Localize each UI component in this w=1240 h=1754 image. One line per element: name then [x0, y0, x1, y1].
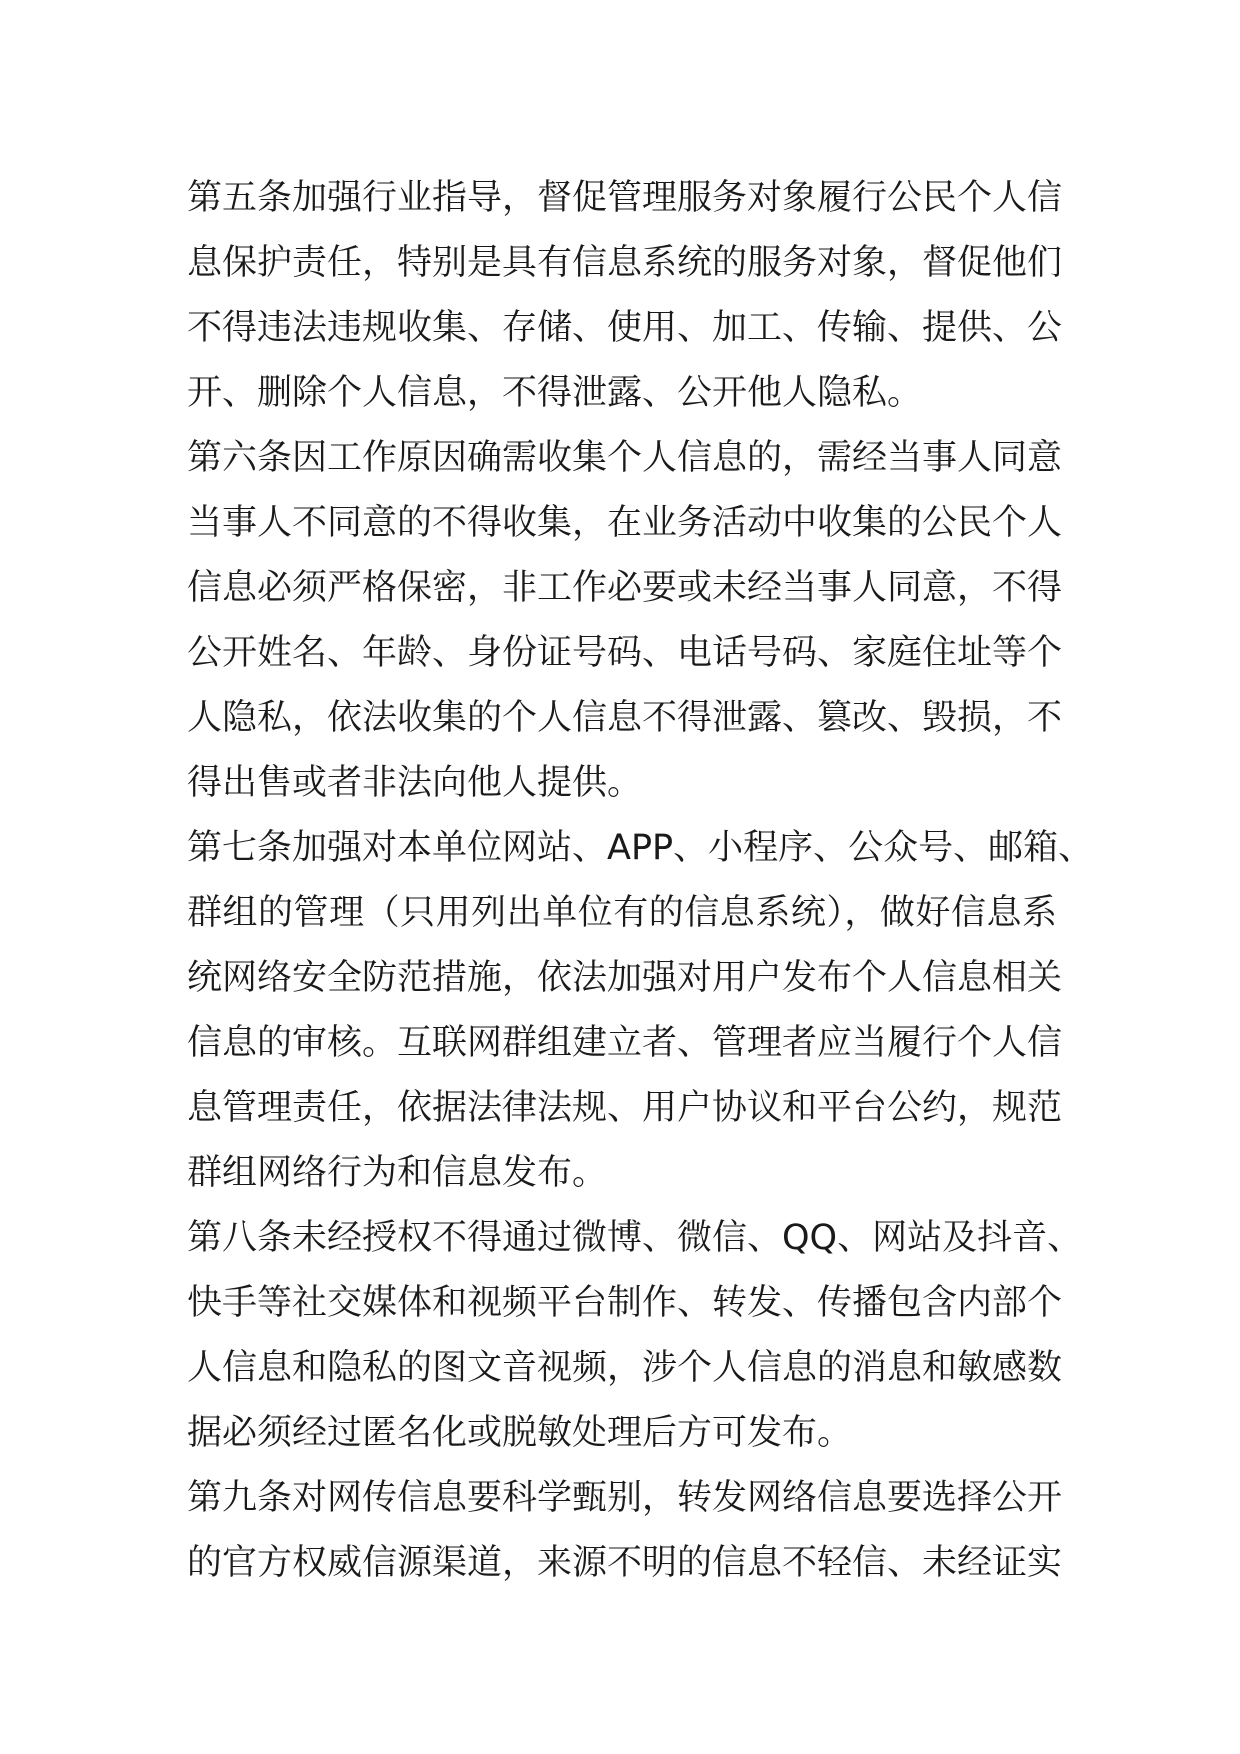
text-line: 第五条加强行业指导，督促管理服务对象履行公民个人信 [187, 178, 1063, 218]
article-5 [187, 166, 1063, 426]
text-line: 当事人不同意的不得收集，在业务活动中收集的公民个人 [187, 503, 1063, 543]
text-line: 人隐私，依法收集的个人信息不得泄露、篡改、毁损，不 [187, 698, 1063, 738]
article-8 [187, 1206, 1083, 1466]
text-line: 信息必须严格保密，非工作必要或未经当事人同意，不得 [187, 568, 1063, 608]
text-line: 群组网络行为和信息发布。 [187, 1153, 608, 1193]
text-line: 据必须经过匿名化或脱敏处理后方可发布。 [187, 1413, 853, 1453]
text-line: 得出售或者非法向他人提供。 [187, 763, 643, 803]
text-line: 开、删除个人信息，不得泄露、公开他人隐私。 [187, 373, 923, 413]
text-line: 第八条未经授权不得通过微博、微信、QQ、网站及抖音、 [187, 1218, 1083, 1258]
text-line: 统网络安全防范措施，依法加强对用户发布个人信息相关 [187, 958, 1063, 998]
text-line: 息保护责任，特别是具有信息系统的服务对象，督促他们 [187, 243, 1063, 283]
text-line: 快手等社交媒体和视频平台制作、转发、传播包含内部个 [187, 1283, 1063, 1323]
article-6 [187, 426, 1063, 816]
text-line: 的官方权威信源渠道，来源不明的信息不轻信、未经证实 [187, 1543, 1063, 1583]
text-line: 息管理责任，依据法律法规、用户协议和平台公约，规范 [187, 1088, 1063, 1128]
text-line: 群组的管理（只用列出单位有的信息系统），做好信息系 [187, 893, 1057, 933]
article-7 [187, 816, 1094, 1206]
article-9 [187, 1466, 1063, 1596]
text-line: 第六条因工作原因确需收集个人信息的，需经当事人同意 [187, 438, 1063, 478]
document-body [187, 166, 1094, 1596]
text-line: 第七条加强对本单位网站、APP、小程序、公众号、邮箱、 [187, 828, 1094, 868]
text-line: 不得违法违规收集、存储、使用、加工、传输、提供、公 [187, 308, 1063, 348]
text-line: 人信息和隐私的图文音视频，涉个人信息的消息和敏感数 [187, 1348, 1063, 1388]
text-line: 第九条对网传信息要科学甄别，转发网络信息要选择公开 [187, 1478, 1063, 1518]
text-line: 公开姓名、年龄、身份证号码、电话号码、家庭住址等个 [187, 633, 1063, 673]
text-line: 信息的审核。互联网群组建立者、管理者应当履行个人信 [187, 1023, 1063, 1063]
